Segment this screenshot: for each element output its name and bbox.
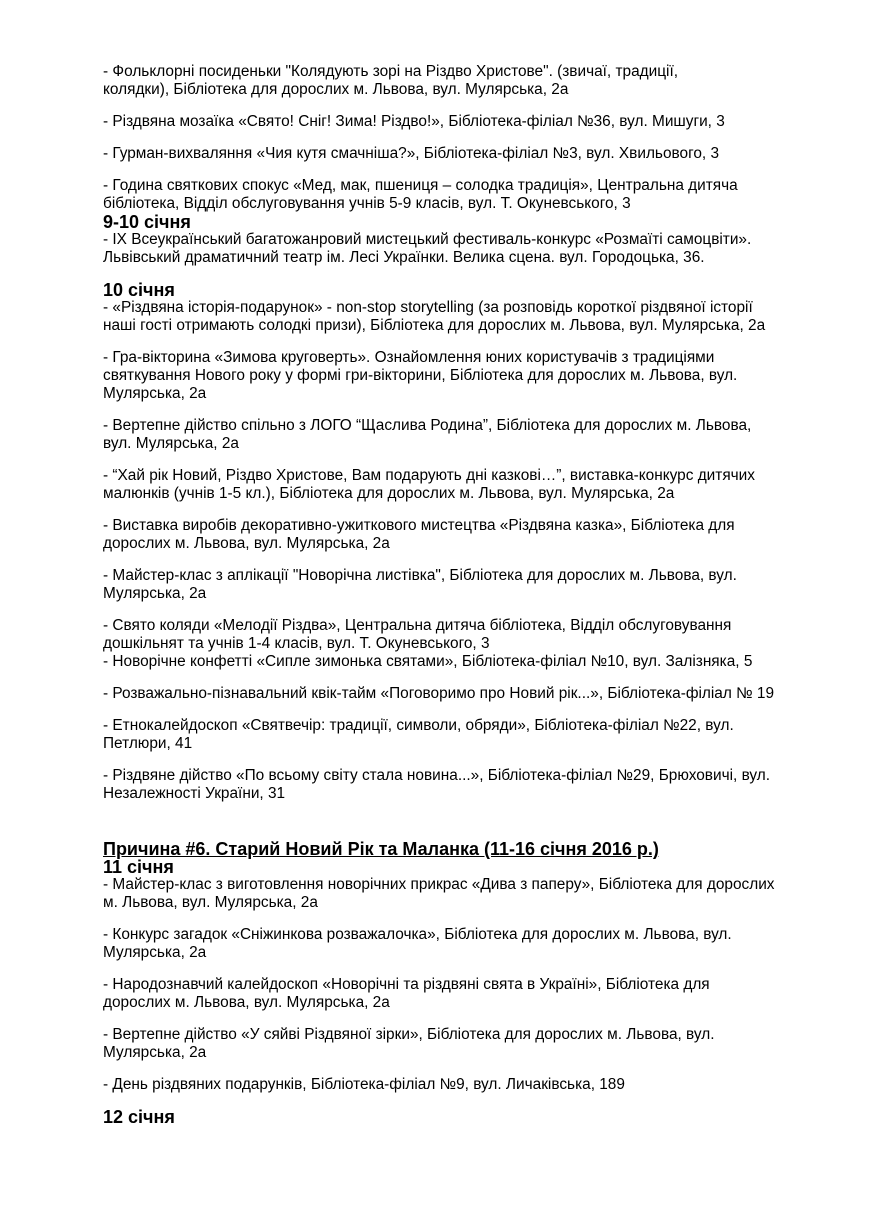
paragraph-gems-festival: - ІХ Всеукраїнський багатожанровий мистецький фестиваль-конкурс «Розмаїті самоцвіти». Львівський драматичний театр ім. Лесі Українки. Велика сцена. вул. Городоцька, 36. — [103, 231, 752, 266]
paragraph-decorative-art-exhibition: - Виставка виробів декоративно-ужиткового мистецтва «Різдвяна казка», Бібліотека для дорослих м. Львова, вул. Мулярська, 2а — [103, 517, 735, 552]
section-heading-reason-6: Причина #6. Старий Новий Рік та Маланка (11-16 січня 2016 р.) — [103, 839, 659, 859]
document-page — [103, 63, 815, 1126]
paragraph-winter-quiz: - Гра-вікторина «Зимова круговерть». Ознайомлення юних користувачів з традиціями святкування Нового року у формі гри-вікторини, Бібліотека для дорослих м. Львова, вул. Мулярська, 2а — [103, 349, 738, 402]
paragraph-carol-celebration: - Свято коляди «Мелодії Різдва», Центральна дитяча бібліотека, Відділ обслуговування дошкільнят та учнів 1-4 класів, вул. Т. Окуневського, 3 — [103, 617, 732, 652]
paragraph-festive-temptations: - Година святкових спокус «Мед, мак, пшениця – солодка традиція», Центральна дитяча бібліотека, Відділ обслуговування учнів 5-9 класів, вул. Т. Окуневського, 3 — [103, 177, 738, 212]
paragraph-gifts-day: - День різдвяних подарунків, Бібліотека-філіал №9, вул. Личаківська, 189 — [103, 1076, 625, 1093]
paragraph-riddle-contest: - Конкурс загадок «Сніжинкова розважалочка», Бібліотека для дорослих м. Львова, вул. Мулярська, 2а — [103, 926, 732, 961]
paragraph-folk-gathering: - Фольклорні посиденьки "Колядують зорі на Різдво Христове". (звичаї, традиції, колядки), Бібліотека для дорослих м. Львова, вул. Мулярська, 2а — [103, 63, 679, 98]
paragraph-christmas-action-news: - Різдвяне дійство «По всьому світу стала новина...», Бібліотека-філіал №29, Брюховичі, вул. Незалежності України, 31 — [103, 767, 771, 802]
paragraph-christmas-mosaic: - Різдвяна мозаїка «Свято! Сніг! Зима! Різдво!», Бібліотека-філіал №36, вул. Мишуги, 3 — [103, 113, 725, 130]
paragraph-gourmet-kutia: - Гурман-вихваляння «Чия кутя смачніша?», Бібліотека-філіал №3, вул. Хвильового, 3 — [103, 145, 720, 162]
paragraph-quick-time: - Розважально-пізнавальний квік-тайм «Поговоримо про Новий рік...», Бібліотека-філіал № 19 — [103, 685, 775, 702]
paragraph-christmas-story-gift: - «Різдвяна історія-подарунок» - non-stop storytelling (за розповідь короткої різдвяної історії наші гості отримають солодкі призи), Бібліотека для дорослих м. Львова, вул. Мулярська, 2а — [103, 299, 766, 334]
paragraph-nativity-play-logo: - Вертепне дійство спільно з ЛОГО “Щаслива Родина”, Бібліотека для дорослих м. Львова, вул. Мулярська, 2а — [103, 417, 752, 452]
date-heading-9-10-january: 9-10 січня — [103, 212, 191, 232]
paragraph-new-year-confetti: - Новорічне конфетті «Сипле зимонька святами», Бібліотека-філіал №10, вул. Залізняка, 5 — [103, 653, 753, 670]
date-heading-11-january: 11 січня — [103, 857, 174, 877]
date-heading-10-january: 10 січня — [103, 280, 175, 300]
paragraph-folklore-kaleidoscope: - Народознавчий калейдоскоп «Новорічні та різдвяні свята в Україні», Бібліотека для дорослих м. Львова, вул. Мулярська, 2а — [103, 976, 710, 1011]
paragraph-ethno-kaleidoscope: - Етнокалейдоскоп «Святвечір: традиції, символи, обряди», Бібліотека-філіал №22, вул. Петлюри, 41 — [103, 717, 734, 752]
paragraph-postcard-masterclass: - Майстер-клас з аплікації "Новорічна листівка", Бібліотека для дорослих м. Львова, вул. Мулярська, 2а — [103, 567, 737, 602]
paragraph-paper-wonders: - Майстер-клас з виготовлення новорічних прикрас «Дива з паперу», Бібліотека для дорослих м. Львова, вул. Мулярська, 2а — [103, 876, 775, 911]
paragraph-children-drawing-contest: - “Хай рік Новий, Різдво Христове, Вам подарують дні казкові…”, виставка-конкурс дитячих малюнків (учнів 1-5 кл.), Бібліотека для дорослих м. Львова, вул. Мулярська, 2а — [103, 467, 755, 502]
paragraph-star-nativity-play: - Вертепне дійство «У сяйві Різдвяної зірки», Бібліотека для дорослих м. Львова, вул. Мулярська, 2а — [103, 1026, 715, 1061]
date-heading-12-january: 12 січня — [103, 1107, 175, 1127]
